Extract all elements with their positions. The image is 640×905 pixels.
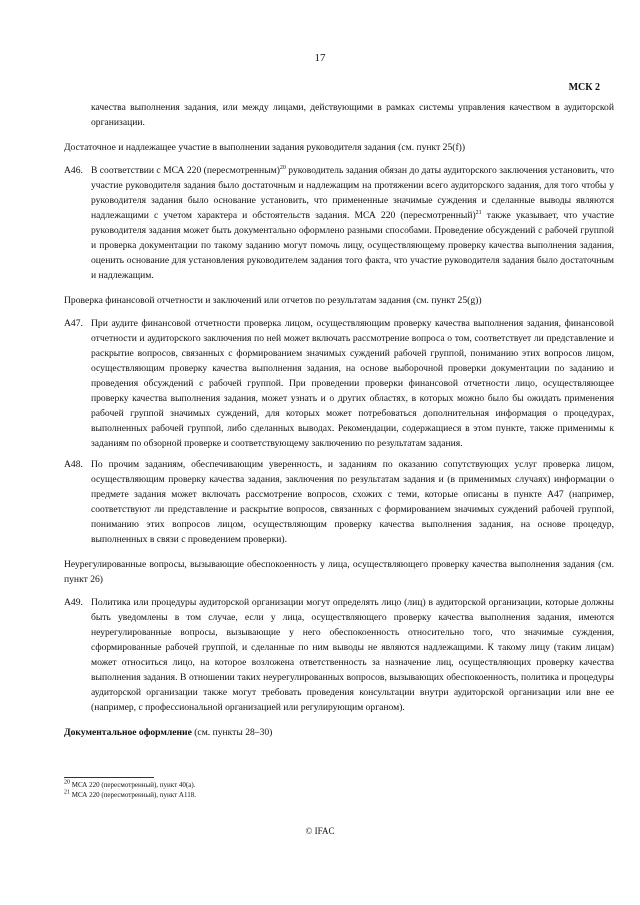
footnote-text: МСА 220 (пересмотренный), пункт A118. <box>70 791 196 799</box>
paragraph-number: A49. <box>64 597 83 608</box>
section-heading-engagement-partner: Достаточное и надлежащее участие в выполнении задания руководителя задания (см. пункт 25(f)) <box>64 142 466 153</box>
paragraph-a48 <box>64 457 614 547</box>
paragraph-number: A46. <box>64 165 83 176</box>
page-number: 17 <box>314 52 326 64</box>
text-run: В соответствии с МСА 220 (пересмотренным) <box>91 165 280 176</box>
paragraph-a47 <box>64 316 614 451</box>
paragraph-number: A47. <box>64 318 83 329</box>
text-run: руководитель задания обязан до даты аудиторского заключения установить, что участие руководителя задания было достаточным и надлежащим на протяжении всего аудиторского задания, для того чтобы у руководителя задания было основание установить, что примененные значимые суждения и сделанные выводы являются надлежащими с учетом характера и обстоятельств задания. МСА 220 (пересмотренный) <box>91 165 614 221</box>
heading-bold: Документальное оформление <box>64 727 192 738</box>
paragraph-a49 <box>64 595 614 715</box>
footnotes <box>64 780 196 800</box>
paragraph-a46 <box>64 163 614 283</box>
paragraph-text: При аудите финансовой отчетности проверка лицом, осуществляющим проверку качества выполнения задания, финансовой отчетности и аудиторского заключения по ней может включать рассмотрение вопроса о том, соответствует ли представление и раскрытие вопросов, связанных с формированием значимых суждений рабочей группой, пониманию этих вопросов лицом, осуществляющим проверку качества выполнения задания, на основе выборочной проверки документации по заданию и проведения обсуждений с рабочей группой. При проведении проверки финансовой отчетности лицо, осуществляющее проверку качества выполнения задания, может узнать и о других областях, в которых можно было бы ожидать применения рабочей группой значимых суждений, для которых может потребоваться дополнительная информация о процедурах, выполненных рабочей группой, либо сделанных выводах. Рекомендации, содержащиеся в этом пункте, также применимы к заданиям по обзорной проверке и соответствующему заключению по результатам задания. <box>91 318 614 449</box>
footnote-number: 21 <box>64 789 70 796</box>
continued-text: качества выполнения задания, или между лицами, действующими в рамках системы управления качеством в аудиторской организации. <box>91 102 614 128</box>
footnote-ref-21[interactable]: 21 <box>475 209 482 216</box>
footnote-20 <box>64 780 196 790</box>
footnote-21 <box>64 790 196 800</box>
footnote-number: 20 <box>64 779 70 786</box>
copyright-notice: © IFAC <box>305 826 335 836</box>
paragraph-text <box>91 163 614 283</box>
paragraph-number: A48. <box>64 459 83 470</box>
footnote-text: МСА 220 (пересмотренный), пункт 40(а). <box>70 781 196 789</box>
text-run: также указывает, что участие руководителя задания может быть документально оформлено разными способами. Проведение обсуждений с рабочей группой и проверка документации по такому заданию могут помочь лицу, осуществляющему проверку качества выполнения задания, оценить основание для установления руководителем задания того факта, что участие руководителя задания было достаточным и надлежащим. <box>91 210 614 281</box>
paragraph-text: По прочим заданиям, обеспечивающим уверенность, и заданиям по оказанию сопутствующих услуг проверка лицом, осуществляющим проверку качества задания, заключения по результатам задания и (в применимых случаях) информации о предмете задания может включать рассмотрение вопросов, схожих с теми, которые описаны в пункте A47 (например, соответствуют ли представление и раскрытие вопросов, связанных с формированием значимых суждений рабочей группой, пониманию этих вопросов лицом, осуществляющим проверку качества выполнения задания, на основе процедур, выполненных в связи с проведением проверки). <box>91 459 614 545</box>
page-content <box>64 100 614 748</box>
paragraph-text: Политика или процедуры аудиторской организации могут определять лицо (лиц) в аудиторской организации, которые должны быть уведомлены в том случае, если у лица, осуществляющего проверку качества выполнения задания, имеются неурегулированные вопросы, вызывающие у него обеспокоенность относительно того, что значимые суждения, сформированные рабочей группой, и сделанные по ним выводы не являются надлежащими. К такому лицу (таким лицам) может относиться лицо, на которое возложена ответственность за назначение лиц, осуществляющих проверку качества выполнения задания. В отношении таких неурегулированных вопросов, вызывающих обеспокоенность, политика и процедуры аудиторской организации также могут требовать проведения консультации внутри аудиторской организации или вне ее (например, с профессиональной организацией или регулирующим органом). <box>91 597 614 713</box>
footnote-ref-20[interactable]: 20 <box>279 164 286 171</box>
section-heading-review-financial-statements: Проверка финансовой отчетности и заключений или отчетов по результатам задания (см. пункт 25(g)) <box>64 295 482 306</box>
section-heading-unresolved-matters: Неурегулированные вопросы, вызывающие обеспокоенность у лица, осуществляющего проверку качества выполнения задания (см. пункт 26) <box>64 559 614 585</box>
standard-id: МСК 2 <box>568 82 600 93</box>
section-heading-documentation <box>64 725 614 740</box>
heading-rest: (см. пункты 28–30) <box>191 727 273 738</box>
footnote-divider <box>64 777 154 778</box>
